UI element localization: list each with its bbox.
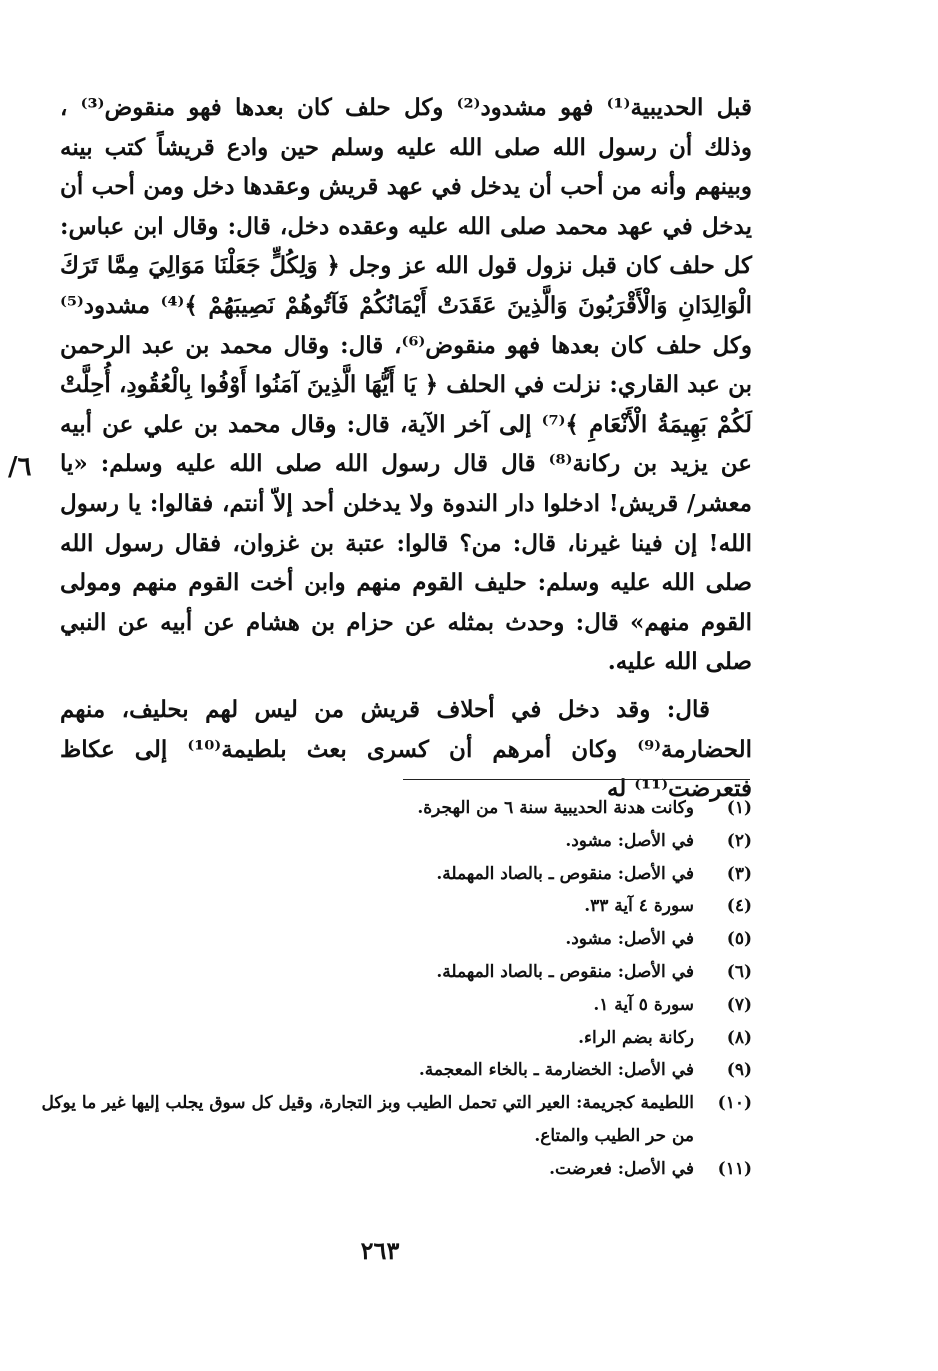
- footnote-text: في الأصل: منقوص ـ بالصاد المهملة.: [436, 863, 694, 884]
- footnote-text: في الأصل: مشود.: [565, 830, 694, 851]
- margin-folio-mark: ٦/: [8, 452, 32, 482]
- footnote-text: في الأصل: فعرضت.: [549, 1158, 694, 1179]
- footnote-text: سورة ٥ آية ١.: [593, 994, 694, 1015]
- page-number: ٢٦٣: [360, 1236, 400, 1265]
- footnote-text: وكانت هدنة الحديبية سنة ٦ من الهجرة.: [417, 798, 694, 818]
- footnote-text: في الأصل: الخضارمة ـ بالخاء المعجمة.: [418, 1060, 694, 1081]
- footnote: [40, 1087, 752, 1153]
- footnote-number: (٦): [726, 961, 752, 982]
- footnote-number: (٣): [726, 863, 752, 884]
- footnote-number: (٩): [726, 1060, 752, 1081]
- footnote-number: (٢): [726, 830, 752, 851]
- footnote: [40, 792, 752, 825]
- footnote-number: (١١): [717, 1158, 752, 1179]
- footnote-number: (١٠): [717, 1093, 752, 1114]
- footnote-number: (١): [726, 798, 752, 818]
- footnote: [40, 923, 752, 956]
- paragraph: قبل الحديبية⁽¹⁾ فهو مشدود⁽²⁾ وكل حلف كان بعدها فهو منقوض⁽³⁾ ، وذلك أن رسول الله صلى الله عليه وسلم حين وادع قريشاً كتب بينه وبينهم وأنه من أحب أن يدخل في عهد قريش وعقدها دخل ومن أحب أن يدخل في عهد محمد صلى الله عليه وعقده دخل، قال: وقال ابن عباس: كل حلف كان قبل نزول قول الله عز وجل ﴿ وَلِكُلٍّ جَعَلْنَا مَوَالِيَ مِمَّا تَرَكَ الْوَالِدَانِ وَالْأَقْرَبُونَ وَالَّذِينَ عَقَدَتْ أَيْمَانُكُمْ فَآتُوهُمْ نَصِيبَهُمْ ﴾⁽⁴⁾ مشدود⁽⁵⁾ وكل حلف كان بعدها فهو منقوض⁽⁶⁾، قال: وقال محمد بن عبد الرحمن بن عبد القاري: نزلت في الحلف ﴿ يَا أَيُّهَا الَّذِينَ آمَنُوا أَوْفُوا بِالْعُقُودِ، أُحِلَّتْ لَكُمْ بَهِيمَةُ الْأَنْعَامِ ﴾⁽⁷⁾ إلى آخر الآية، قال: وقال محمد بن علي عن أبيه عن يزيد بن ركانة⁽⁸⁾ قال قال رسول الله صلى الله عليه وسلم: «يا معشر/ قريش! ادخلوا دار الندوة ولا يدخلن أحد إلاّ أنتم، فقالوا: يا رسول الله! إن فينا غيرنا، قال: من؟ قالوا: عتبة بن غزوان، فقال رسول الله صلى الله عليه وسلم: حليف القوم منهم وابن أخت القوم منهم ومولى القوم منهم» قال: وحدث بمثله عن حزام بن هشام عن أبيه عن النبي صلى الله عليه.: [60, 94, 752, 676]
- main-text: [60, 88, 752, 809]
- paragraph: قال: وقد دخل في أحلاف قريش من ليس لهم بحليف، منهم الحضارمة⁽⁹⁾ وكان أمرهم أن كسرى بعث بلطيمة⁽¹⁰⁾ إلى عكاظ فتعرضت⁽¹¹⁾ له: [60, 695, 752, 803]
- footnote-number: (٧): [726, 994, 752, 1015]
- footnote: [40, 890, 752, 923]
- footnote-number: (٥): [726, 929, 752, 950]
- footnote: [40, 858, 752, 891]
- footnote-text: في الأصل: مشود.: [565, 929, 694, 950]
- footnote-text: اللطيمة كجريمة: العير التي تحمل الطيب وبز التجارة، وقيل كل سوق يجلب إليها غير ما يوكل من حر الطيب والمتاع.: [41, 1093, 694, 1146]
- footnote-number: (٤): [726, 896, 752, 917]
- footnote-number: (٨): [726, 1027, 752, 1048]
- footnote-text: في الأصل: منقوص ـ بالصاد المهملة.: [436, 961, 694, 982]
- footnote-text: سورة ٤ آية ٣٣.: [584, 896, 694, 917]
- footnote: [40, 825, 752, 858]
- footnote: [40, 1153, 752, 1186]
- footnote: [40, 956, 752, 989]
- footnotes: [40, 792, 752, 1186]
- footnote: [40, 1054, 752, 1087]
- footnote-text: ركانة بضم الراء.: [578, 1027, 694, 1048]
- footnote: [40, 989, 752, 1022]
- footnote: [40, 1022, 752, 1055]
- footnote-separator: [403, 779, 750, 780]
